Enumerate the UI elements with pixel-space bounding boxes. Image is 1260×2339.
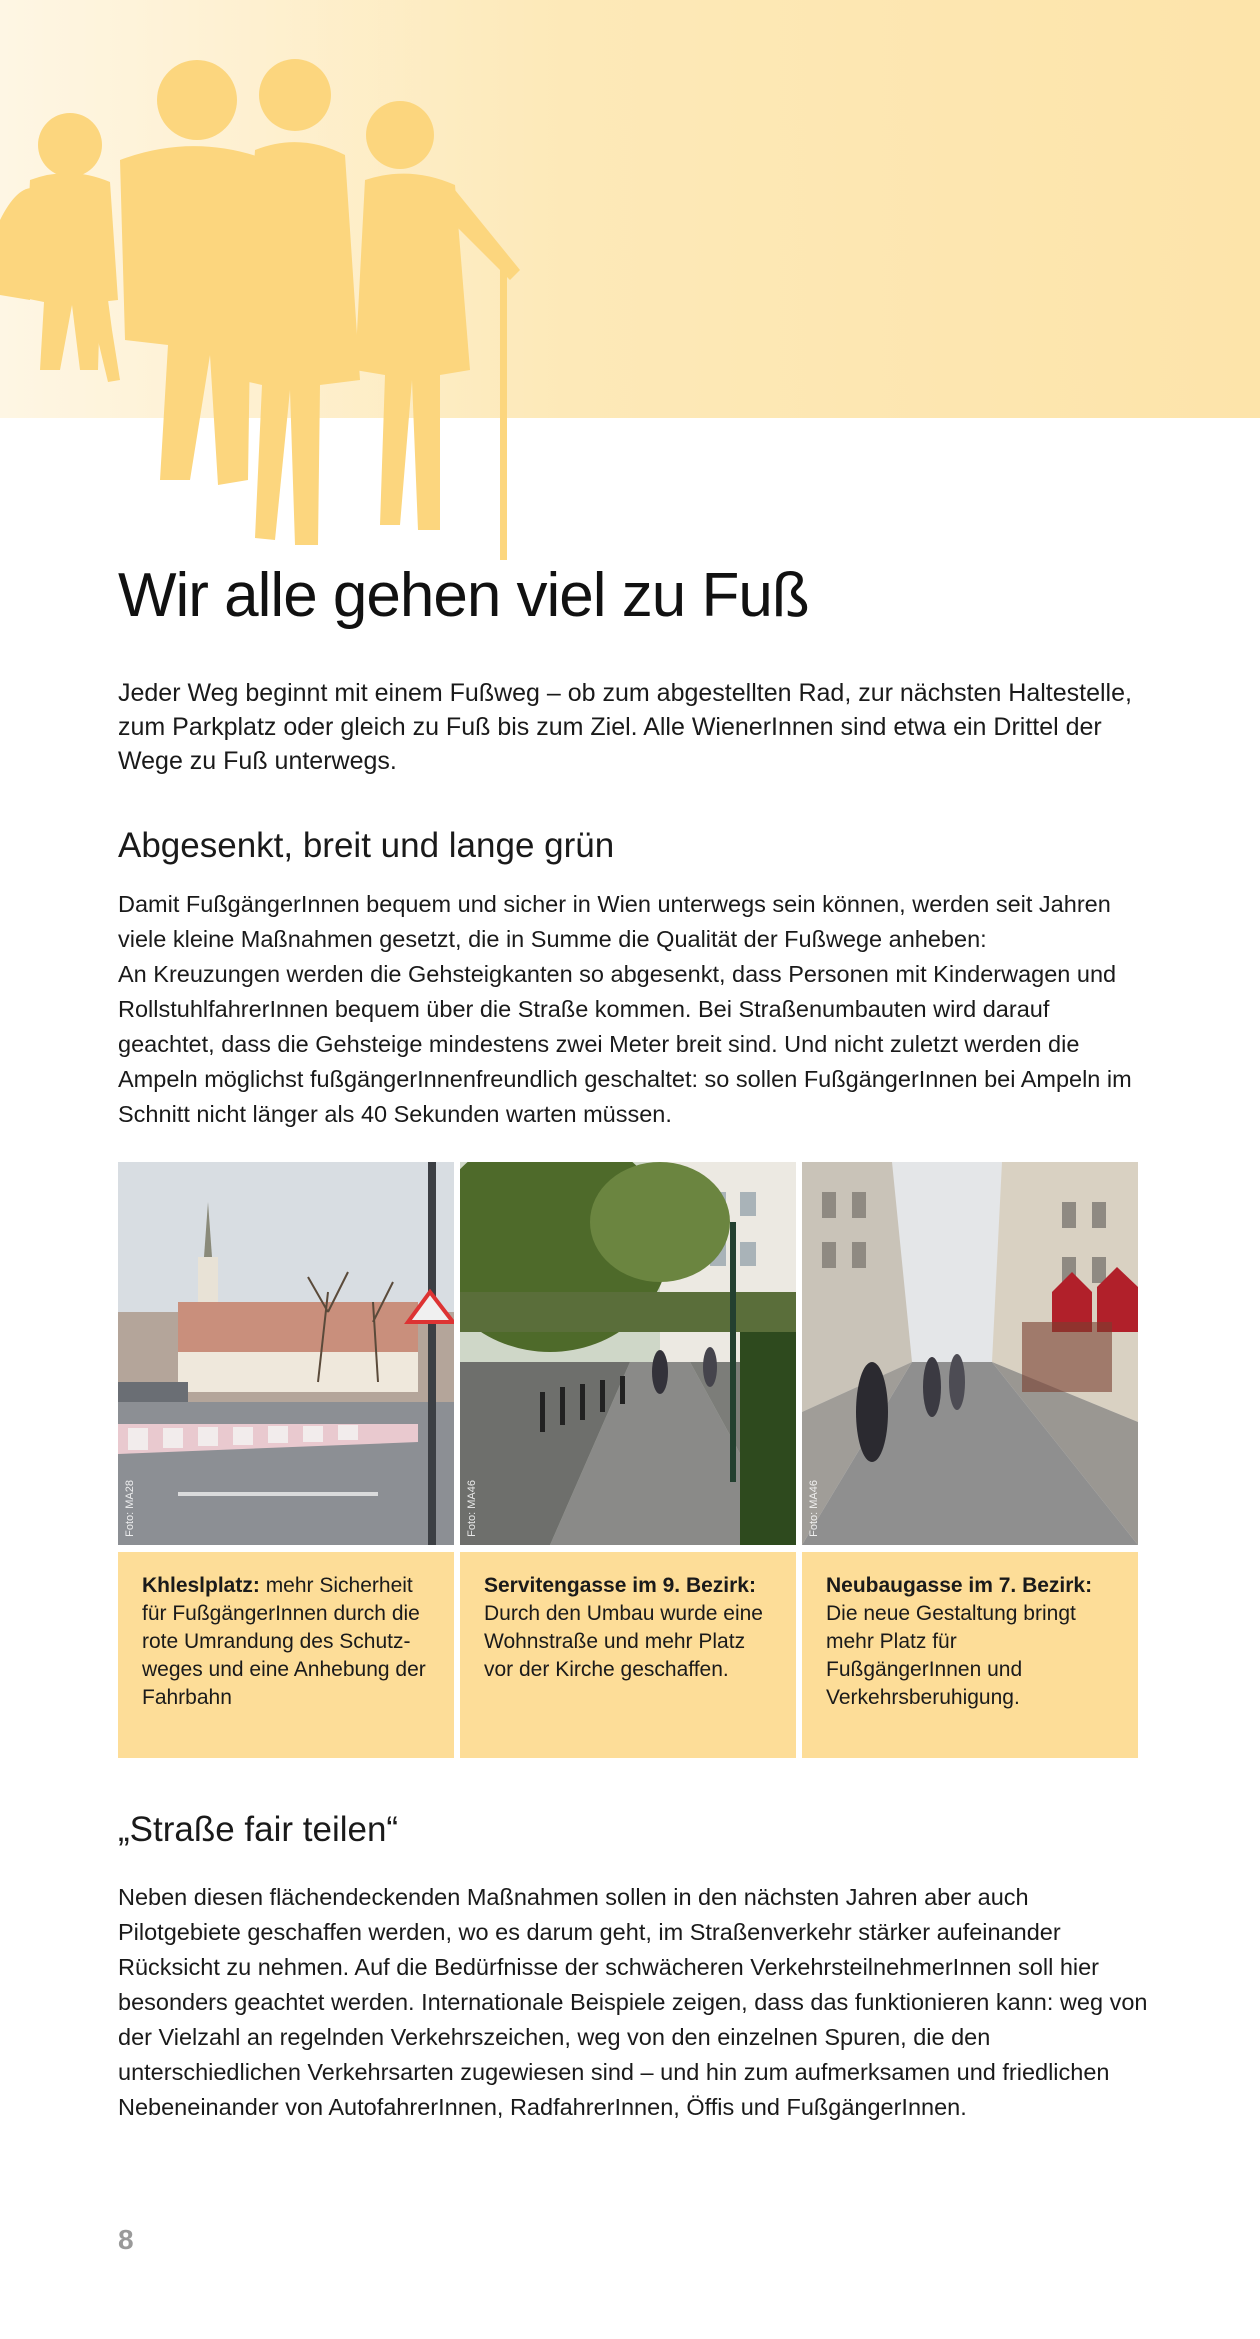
caption-text: mehr Sicherheit für FußgängerInnen durch die rote Umrandung des Schutzweges und eine Anhebung der Fahrbahn: [142, 1574, 426, 1709]
section-1-paragraph-2: An Kreuzungen werden die Gehsteigkanten so abgesenkt, dass Personen mit Kinderwagen und RollstuhlfahrerInnen bequem über die Straße kommen. Bei Straßenumbauten wird darauf geachtet, dass die Gehsteige mindestens zwei Meter breit sind. Und nicht zuletzt werden die Ampeln möglichst fußgängerInnenfreundlich geschaltet: so sollen FußgängerInnen bei Ampeln im Schnitt nicht länger als 40 Sekunden warten müssen.: [118, 961, 1132, 1127]
photo-credit: Foto: MA46: [808, 1480, 820, 1537]
photo-khleslplatz: [118, 1162, 454, 1545]
section-heading-abgesenkt: Abgesenkt, breit und lange grün: [118, 826, 615, 865]
photo-neubaugasse: [802, 1162, 1138, 1545]
caption-title: Khleslplatz:: [142, 1574, 260, 1597]
caption-text: Durch den Umbau wurde eine Wohnstraße und mehr Platz vor der Kirche geschaffen.: [484, 1602, 763, 1681]
caption-title: Neubaugasse im 7. Bezirk:: [826, 1574, 1093, 1597]
section-heading-strasse-fair-teilen: „Straße fair teilen“: [118, 1810, 399, 1849]
caption-box-neubaugasse: [802, 1552, 1138, 1758]
lead-paragraph: Jeder Weg beginnt mit einem Fußweg – ob zum abgestellten Rad, zur nächsten Haltestelle, zum Parkplatz oder gleich zu Fuß bis zum Ziel. Alle WienerInnen sind etwa ein Drittel der Wege zu Fuß unterwegs.: [118, 679, 1132, 775]
photo-servitengasse: [460, 1162, 796, 1545]
caption-neubaugasse: [826, 1572, 1116, 1712]
page-title: Wir alle gehen viel zu Fuß: [118, 561, 809, 630]
section-1-paragraph-1: Damit FußgängerInnen bequem und sicher in Wien unterwegs sein können, werden seit Jahren viele kleine Maßnahmen gesetzt, die in Summe die Qualität der Fußwege anheben:: [118, 891, 1111, 952]
caption-khleslplatz: [142, 1572, 432, 1712]
section-2-paragraph: Neben diesen flächendeckenden Maßnahmen sollen in den nächsten Jahren aber auch Pilotgebiete geschaffen werden, wo es darum geht, im Straßenverkehr stärker aufeinander Rücksicht zu nehmen. Auf die Bedürfnisse der schwächeren VerkehrsteilnehmerInnen soll hier besonders geachtet werden. Internationale Beispiele zeigen, dass das funktionieren kann: weg von der Vielzahl an regelnden Verkehrszeichen, weg von den einzelnen Spuren, die den unterschiedlichen Verkehrsarten zugewiesen sind – und hin zum aufmerksamen und friedlichen Nebeneinander von AutofahrerInnen, RadfahrerInnen, Öffis und FußgängerInnen.: [118, 1884, 1148, 2120]
caption-box-servitengasse: [460, 1552, 796, 1758]
pedestrian-silhouette-icon: [0, 40, 540, 560]
photo-credit: Foto: MA28: [124, 1480, 136, 1537]
caption-text: Die neue Gestaltung bringt mehr Platz für FußgängerInnen und Verkehrsberuhigung.: [826, 1602, 1076, 1709]
caption-title: Servitengasse im 9. Bezirk:: [484, 1574, 756, 1597]
section-1-body: [118, 887, 1148, 1132]
caption-servitengasse: [484, 1572, 774, 1684]
photo-credit: Foto: MA46: [466, 1480, 478, 1537]
page-number: 8: [118, 2224, 134, 2255]
caption-box-khleslplatz: [118, 1552, 454, 1758]
